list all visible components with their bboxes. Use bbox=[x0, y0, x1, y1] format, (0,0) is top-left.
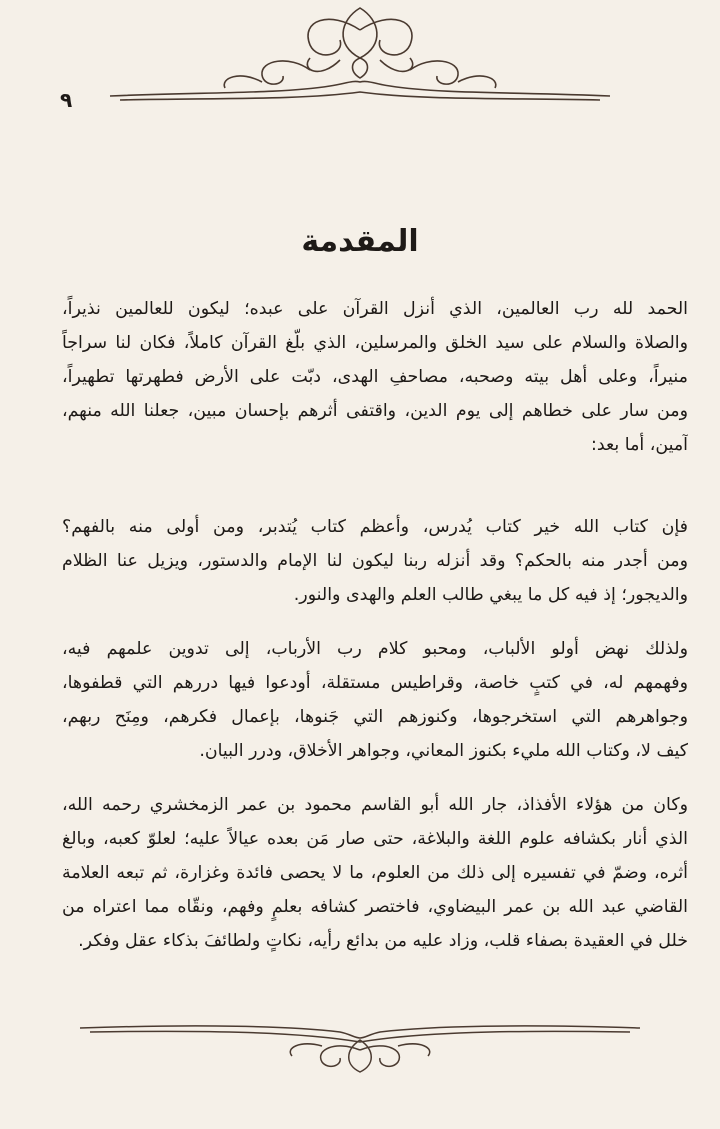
paragraph-line: وفهمهم له، في كتبٍ خاصة، وقراطيس مستقلة، أودعوا فيها دررهم التي قطفوها، bbox=[62, 673, 688, 693]
paragraph-line: ومن أجدر منه بالحكم؟ وقد أنزله ربنا ليكون لنا الإمام والدستور، ويزيل عنا الظلام bbox=[62, 551, 688, 571]
paragraph-line: الحمد لله رب العالمين، الذي أنزل القرآن على عبده؛ ليكون للعالمين نذيراً، bbox=[62, 299, 688, 319]
top-ornament bbox=[0, 0, 720, 110]
paragraph-line: أثره، وضمّ في تفسيره إلى ذلك من العلوم، ما لا يحصى فائدة وغزارة، ثم تبعه العلامة bbox=[62, 863, 688, 883]
page-number: ٩ bbox=[60, 88, 73, 112]
paragraph-line: خلل في العقيدة بصفاء قلب، وزاد عليه من بدائع رأيه، نكاتٍ ولطائفَ بذكاء عقل وفكر. bbox=[78, 931, 688, 951]
bottom-ornament bbox=[0, 1010, 720, 1090]
paragraph-line: كيف لا، وكتاب الله مليء بكنوز المعاني، وجواهر الأخلاق، ودرر البيان. bbox=[199, 741, 688, 761]
paragraph-line: الذي أنار بكشافه علوم اللغة والبلاغة، حتى صار مَن بعده عيالاً عليه؛ لعلوّ كعبه، وبالغ bbox=[62, 829, 688, 849]
paragraph-line: القاضي عبد الله بن عمر البيضاوي، فاختصر كشافه بعلمٍ وفهم، ونقّاه مما اعتراه من bbox=[62, 897, 688, 917]
paragraph-zamakhshari bbox=[62, 788, 688, 958]
paragraph-intro bbox=[62, 292, 688, 462]
paragraph-scholars bbox=[62, 632, 688, 768]
paragraph-line: منيراً، وعلى أهل بيته وصحبه، مصاحفِ الهدى، دبّت على الأرض فطهرتها تطهيراً، bbox=[62, 367, 688, 387]
paragraph-line: والديجور؛ إذ فيه كل ما يبغي طالب العلم والهدى والنور. bbox=[293, 585, 688, 605]
paragraph-line: والصلاة والسلام على سيد الخلق والمرسلين، الذي بلّغ القرآن كاملاً، فكان لنا سراجاً bbox=[62, 333, 688, 353]
paragraph-line: وكان من هؤلاء الأفذاذ، جار الله أبو القاسم محمود بن عمر الزمخشري رحمه الله، bbox=[62, 795, 688, 815]
section-heading: المقدمة bbox=[301, 224, 419, 259]
paragraph-line: فإن كتاب الله خير كتاب يُدرس، وأعظم كتاب يُتدبر، ومن أولى منه بالفهم؟ bbox=[62, 517, 688, 537]
paragraph-line: آمين، أما بعد: bbox=[591, 435, 688, 455]
paragraph-line: وجواهرهم التي استخرجوها، وكنوزهم التي جَنوها، بإعمال فكرهم، ومِنَح ربهم، bbox=[62, 707, 688, 727]
paragraph-book-of-allah bbox=[62, 510, 688, 612]
paragraph-line: ولذلك نهض أولو الألباب، ومحبو كلام رب الأرباب، إلى تدوين علمهم فيه، bbox=[62, 639, 688, 659]
paragraph-line: ومن سار على خطاهم إلى يوم الدين، واقتفى أثرهم بإحسان مبين، جعلنا الله منهم، bbox=[62, 401, 688, 421]
